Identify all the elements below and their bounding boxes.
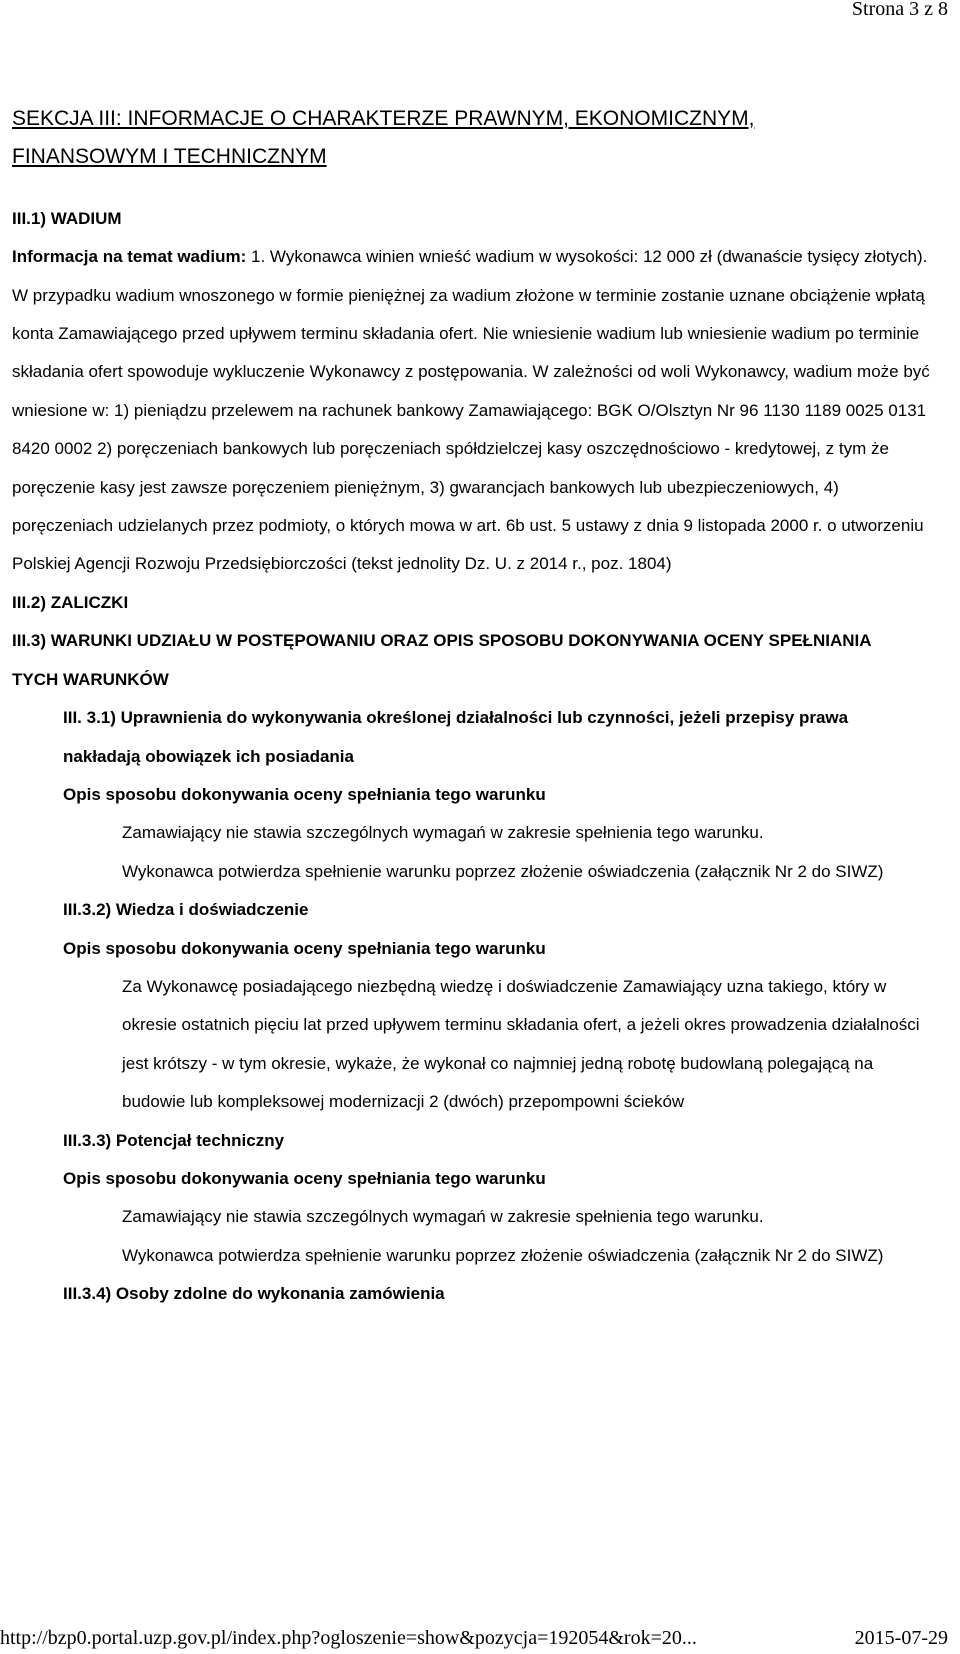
wadium-text: 1. Wykonawca winien wnieść wadium w wysokości: 12 000 zł (dwanaście tysięcy złotych). W przypadku wadium wnoszonego w formie pieniężnej za wadium złożone w terminie zostanie uznane obciążenie wpłatą konta Zamawiającego przed upływem terminu składania ofert. Nie wniesienie wadium lub wniesienie wadium po terminie składania ofert spowoduje wykluczenie Wykonawcy z postępowania. W zależności od woli Wykonawcy, wadium może być wniesione w: 1) pieniądzu przelewem na rachunek bankowy Zamawiającego: BGK O/Olsztyn Nr 96 1130 1189 0025 0131 8420 0002 2) poręczeniach bankowych lub poręczeniach spółdzielczej kasy oszczędnościowo - kredytowej, z tym że poręczenie kasy jest zawsze poręczeniem pieniężnym, 3) gwarancjach bankowych lub ubezpieczeniowych, 4) poręczeniach udzielanych przez podmioty, o których mowa w art. 6b ust. 5 ustawy z dnia 9 listopada 2000 r. o utworzeniu Polskiej Agencji Rozwoju Przedsiębiorczości (tekst jednolity Dz. U. z 2014 r., poz. 1804): [12, 247, 930, 574]
condition-title: III.3.4) Osoby zdolne do wykonania zamówienia: [63, 1284, 445, 1304]
condition-block: [12, 699, 942, 814]
zaliczki-heading: III.2) ZALICZKI: [12, 592, 129, 612]
condition-block: [12, 891, 942, 968]
wadium-paragraph: [12, 238, 932, 584]
condition-text-block: [12, 1198, 942, 1275]
condition-desc-label: Opis sposobu dokonywania oceny spełniania tego warunku: [63, 1168, 546, 1188]
page-number: Strona 3 z 8: [851, 0, 948, 20]
footer-url: http://bzp0.portal.uzp.gov.pl/index.php?ogloszenie=show&pozycja=192054&rok=20...: [0, 1627, 697, 1649]
document-body: [12, 100, 942, 1314]
condition-paragraph: Wykonawca potwierdza spełnienie warunku poprzez złożenie oświadczenia (załącznik Nr 2 do SIWZ): [122, 861, 884, 881]
condition-title: III. 3.1) Uprawnienia do wykonywania określonej działalności lub czynności, jeżeli przepisy prawa nakładają obowiązek ich posiadania: [63, 708, 849, 766]
condition-title: III.3.2) Wiedza i doświadczenie: [63, 900, 309, 920]
spacer: [12, 177, 942, 200]
condition-paragraph: Wykonawca potwierdza spełnienie warunku poprzez złożenie oświadczenia (załącznik Nr 2 do SIWZ): [122, 1245, 884, 1265]
condition-text-block: [12, 968, 942, 1122]
condition-title: III.3.3) Potencjał techniczny: [63, 1130, 285, 1150]
footer-date: 2015-07-29: [854, 1627, 948, 1649]
condition-text-block: [12, 814, 942, 891]
condition-block: [12, 1122, 942, 1199]
condition-paragraph: Zamawiający nie stawia szczególnych wymagań w zakresie spełnienia tego warunku.: [122, 1207, 764, 1227]
wadium-heading: III.1) WADIUM: [12, 208, 122, 228]
wadium-label: Informacja na temat wadium:: [12, 247, 247, 267]
section-title: SEKCJA III: INFORMACJE O CHARAKTERZE PRAWNYM, EKONOMICZNYM, FINANSOWYM I TECHNICZNYM: [12, 107, 755, 169]
condition-paragraph: Za Wykonawcę posiadającego niezbędną wiedzę i doświadczenie Zamawiający uzna takiego, który w okresie ostatnich pięciu lat przed upływem terminu składania ofert, a jeżeli okres prowadzenia działalności jest krótszy - w tym okresie, wykaże, że wykonał co najmniej jedną robotę budowlaną polegającą na budowie lub kompleksowej modernizacji 2 (dwóch) przepompowni ścieków: [122, 976, 920, 1112]
condition-paragraph: Zamawiający nie stawia szczególnych wymagań w zakresie spełnienia tego warunku.: [122, 823, 764, 843]
condition-desc-label: Opis sposobu dokonywania oceny spełniania tego warunku: [63, 784, 546, 804]
condition-desc-label: Opis sposobu dokonywania oceny spełniania tego warunku: [63, 938, 546, 958]
condition-block: [12, 1275, 942, 1313]
warunki-heading: III.3) WARUNKI UDZIAŁU W POSTĘPOWANIU ORAZ OPIS SPOSOBU DOKONYWANIA OCENY SPEŁNIANIA TYCH WARUNKÓW: [12, 631, 871, 689]
